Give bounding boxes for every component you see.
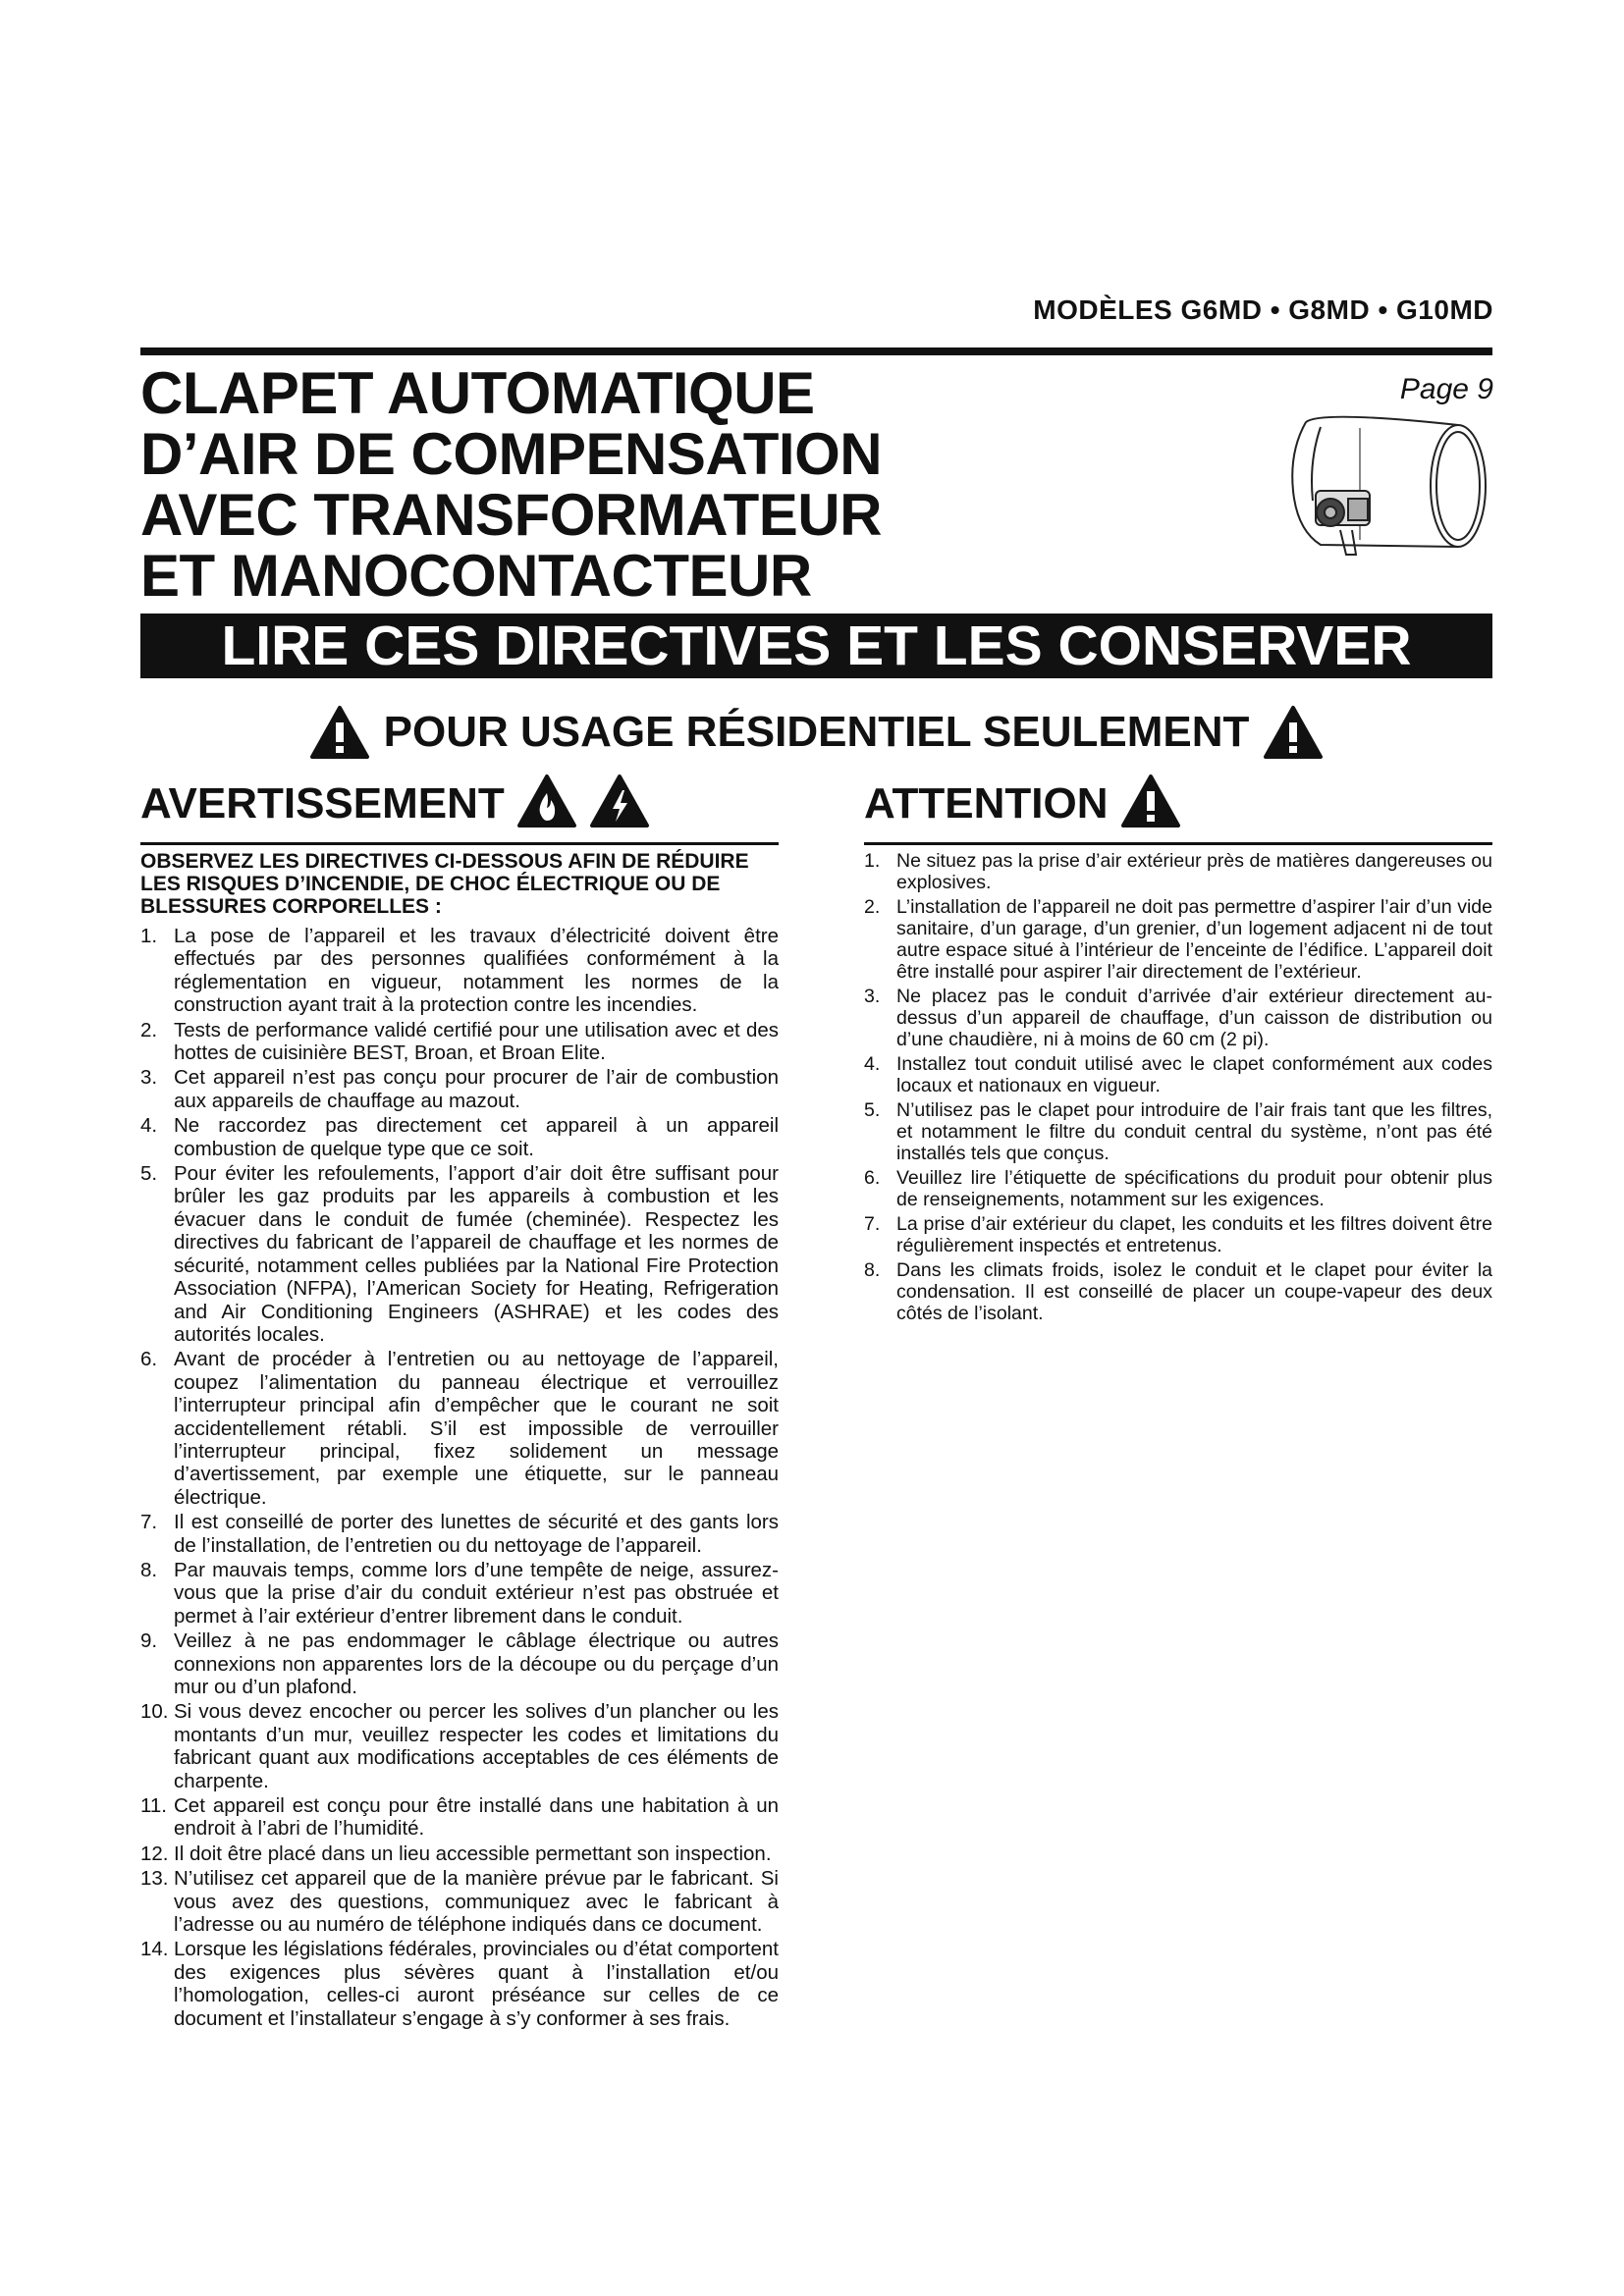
list-item: 9. Veillez à ne pas endommager le câblage électrique ou autres connexions non apparentes lors de la découpe ou du perçage d’un mur ou d’un plafond.	[140, 1629, 779, 1698]
title-line: D’AIR DE COMPENSATION	[140, 421, 883, 487]
title-line: ET MANOCONTACTEUR	[140, 543, 812, 609]
damper-illustration	[1262, 393, 1497, 569]
warning-rule	[140, 842, 779, 845]
residential-use-text: POUR USAGE RÉSIDENTIEL SEULEMENT	[383, 708, 1250, 756]
list-item: 12. Il doit être placé dans un lieu accessible permettant son inspection.	[140, 1842, 772, 1865]
list-item: 4. Ne raccordez pas directement cet appareil à un appareil combustion de quelque type que ce soit.	[140, 1114, 779, 1160]
models-label: MODÈLES G6MD • G8MD • G10MD	[1033, 294, 1493, 325]
residential-use-line	[140, 705, 1492, 774]
list-item: 1. Ne situez pas la prise d’air extérieur près de matières dangereuses ou explosives.	[864, 850, 1492, 893]
warning-heading-text: AVERTISSEMENT	[140, 779, 505, 828]
read-and-save-banner: LIRE CES DIRECTIVES ET LES CONSERVER	[140, 614, 1492, 678]
list-item: 13. N’utilisez cet appareil que de la manière prévue par le fabricant. Si vous avez des questions, communiquez avec le fabricant à l’adresse ou au numéro de téléphone indiqués dans ce document.	[140, 1867, 779, 1937]
fire-hazard-icon	[516, 774, 577, 828]
caution-list	[864, 850, 1492, 1327]
title-line: AVEC TRANSFORMATEUR	[140, 482, 882, 548]
warning-triangle-icon	[309, 705, 370, 760]
page-number: Page 9	[1399, 373, 1493, 405]
list-item: 5. Pour éviter les refoulements, l’apport d’air doit être suffisant pour brûler les gaz produits par les appareils à combustion et les évacuer dans le conduit de fumée (cheminée). Respectez les directives du fabricant de l’appareil de chauffage et les normes de sécurité, notamment celles publiées par la National Fire Protection Association (NFPA), l’American Society for Heating, Refrigeration and Air Conditioning Engineers (ASHRAE) et les codes des autorités locales.	[140, 1162, 779, 1346]
list-item: 8. Dans les climats froids, isolez le conduit et le clapet pour éviter la condensation. Il est conseillé de placer un coupe-vapeur des deux côtés de l’isolant.	[864, 1259, 1492, 1324]
title-line: CLAPET AUTOMATIQUE	[140, 360, 815, 426]
electric-shock-icon	[589, 774, 650, 828]
list-item: 5. N’utilisez pas le clapet pour introduire de l’air frais tant que les filtres, et notamment le filtre du conduit central du système, n’ont pas été installés tels que conçus.	[864, 1099, 1492, 1164]
list-item: 8. Par mauvais temps, comme lors d’une tempête de neige, assurez-vous que la prise d’air du conduit extérieur n’est pas obstruée et permet à l’air extérieur d’entrer librement dans le conduit.	[140, 1558, 779, 1628]
caution-heading-text: ATTENTION	[864, 779, 1109, 828]
list-item: 6. Veuillez lire l’étiquette de spécifications du produit pour obtenir plus de renseignements, notamment sur les exigences.	[864, 1167, 1492, 1210]
list-item: 4. Installez tout conduit utilisé avec le clapet conformément aux codes locaux et nationaux en vigueur.	[864, 1053, 1492, 1096]
warning-heading	[140, 774, 650, 828]
list-item: 2. L’installation de l’appareil ne doit pas permettre d’aspirer l’air d’un vide sanitaire, d’un garage, d’un grenier, d’un logement adjacent ni de tout autre espace situé à l’intérieur de l’enceinte de l’édifice. L’appareil doit être installé pour aspirer l’air directement de l’extérieur.	[864, 896, 1492, 983]
list-item: 7. La prise d’air extérieur du clapet, les conduits et les filtres doivent être régulièrement inspectés et entretenus.	[864, 1213, 1492, 1256]
warning-intro: OBSERVEZ LES DIRECTIVES CI-DESSOUS AFIN DE RÉDUIRE LES RISQUES D’INCENDIE, DE CHOC ÉLECTRIQUE OU DE BLESSURES CORPORELLES :	[140, 850, 749, 918]
list-item: 2. Tests de performance validé certifié pour une utilisation avec et des hottes de cuisinière BEST, Broan, et Broan Elite.	[140, 1018, 779, 1065]
warning-list	[140, 925, 779, 2032]
warning-triangle-icon	[1120, 774, 1181, 828]
caution-rule	[864, 842, 1492, 845]
list-item: 10. Si vous devez encocher ou percer les solives d’un plancher ou les montants d’un mur, veuillez respecter les codes et limitations du fabricant quant aux modifications acceptables de ces éléments de charpente.	[140, 1700, 779, 1792]
list-item: 6. Avant de procéder à l’entretien ou au nettoyage de l’appareil, coupez l’alimentation du panneau électrique et verrouillez l’interrupteur principal afin d’empêcher que le courant ne soit accidentellement rétabli. S’il est impossible de verrouiller l’interrupteur principal, fixez solidement un message d’avertissement, par exemple une étiquette, sur le panneau électrique.	[140, 1348, 779, 1509]
warning-triangle-icon	[1263, 705, 1324, 760]
list-item: 3. Cet appareil n’est pas conçu pour procurer de l’air de combustion aux appareils de chauffage au mazout.	[140, 1066, 779, 1112]
document-title	[140, 360, 883, 609]
list-item: 11. Cet appareil est conçu pour être installé dans une habitation à un endroit à l’abri de l’humidité.	[140, 1794, 779, 1841]
caution-heading	[864, 774, 1181, 828]
list-item: 3. Ne placez pas le conduit d’arrivée d’air extérieur directement au-dessus d’un appareil de chauffage, d’un caisson de distribution ou d’une chaudière, ni à moins de 60 cm (2 pi).	[864, 986, 1492, 1050]
list-item: 14. Lorsque les législations fédérales, provinciales ou d’état comportent des exigences plus sévères quant à l’installation et/ou l’homologation, celles-ci auront préséance sur celles de ce document et l’installateur s’engage à s’y conformer à ses frais.	[140, 1938, 779, 2030]
top-rule	[140, 347, 1492, 355]
list-item: 7. Il est conseillé de porter des lunettes de sécurité et des gants lors de l’installation, de l’entretien ou du nettoyage de l’appareil.	[140, 1511, 779, 1557]
list-item: 1. La pose de l’appareil et les travaux d’électricité doivent être effectués par des personnes qualifiées conformément à la réglementation en vigueur, notamment les normes de la construction ayant trait à la protection contre les incendies.	[140, 925, 779, 1017]
